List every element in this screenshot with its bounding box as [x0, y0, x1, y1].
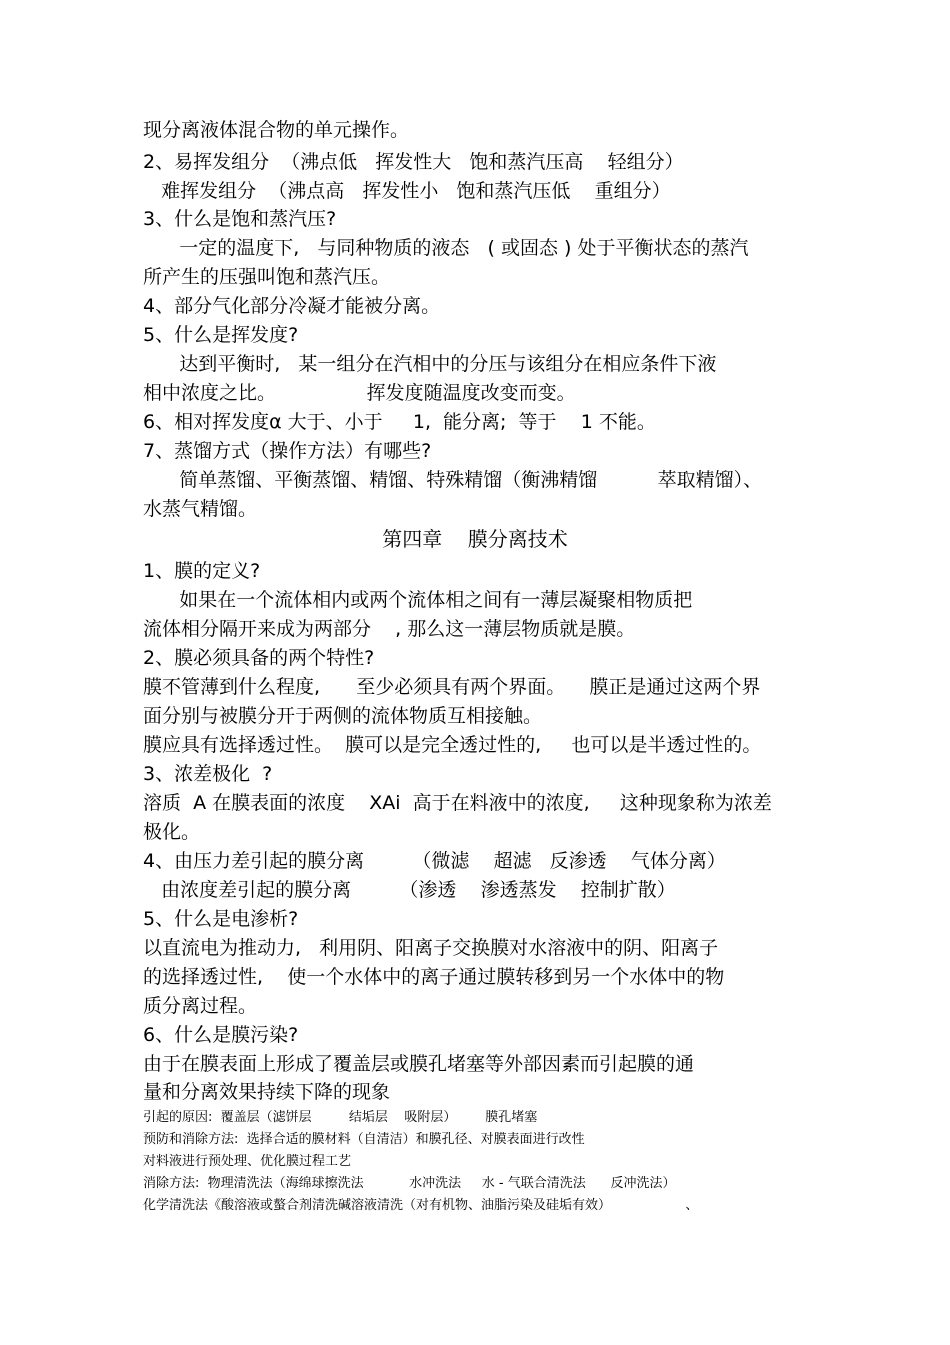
small-text-line: 引起的原因: 覆盖层（滤饼层 结垢层 吸附层） 膜孔堵塞: [143, 1110, 538, 1125]
text-line: 溶质 A 在膜表面的浓度 XAi 高于在料液中的浓度, 这种现象称为浓差: [143, 792, 772, 814]
text-line: 膜不管薄到什么程度, 至少必须具有两个界面。 膜正是通过这两个界: [143, 676, 761, 698]
question-heading: 5、什么是挥发度?: [143, 324, 299, 346]
text-line: 相中浓度之比。 挥发度随温度改变而变。: [143, 382, 576, 404]
small-text-line: 对料液进行预处理、优化膜过程工艺: [143, 1154, 352, 1169]
question-heading: 1、膜的定义?: [143, 560, 261, 582]
text-line: 以直流电为推动力, 利用阴、阳离子交换膜对水溶液中的阴、阳离子: [143, 937, 719, 959]
text-line: 6、相对挥发度α 大于、小于 1, 能分离; 等于 1 不能。: [143, 411, 656, 433]
text-line: 质分离过程。: [143, 995, 258, 1017]
text-line: 膜应具有选择透过性。 膜可以是完全透过性的, 也可以是半透过性的。: [143, 734, 762, 756]
text-line: 简单蒸馏、平衡蒸馏、精馏、特殊精馏（衡沸精馏 萃取精馏）、: [143, 469, 763, 491]
text-line: 水蒸气精馏。: [143, 498, 258, 520]
small-text-line: 预防和消除方法: 选择合适的膜材料（自清洁）和膜孔径、对膜表面进行改性: [143, 1132, 585, 1147]
text-line: 达到平衡时, 某一组分在汽相中的分压与该组分在相应条件下液: [143, 353, 717, 375]
text-line: 量和分离效果持续下降的现象: [143, 1081, 391, 1103]
text-line: 4、由压力差引起的膜分离 （微滤 超滤 反渗透 气体分离）: [143, 850, 726, 872]
text-line: 流体相分隔开来成为两部分 , 那么这一薄层物质就是膜。: [143, 618, 636, 640]
question-heading: 3、浓差极化 ?: [143, 763, 273, 785]
small-text-line: 消除方法: 物理清洗法（海绵球擦洗法 水冲洗法 水 - 气联合清洗法 反冲洗法）: [143, 1176, 676, 1191]
question-heading: 5、什么是电渗析?: [143, 908, 299, 930]
text-line: 2、易挥发组分 （沸点低 挥发性大 饱和蒸汽压高 轻组分）: [143, 151, 684, 173]
question-heading: 6、什么是膜污染?: [143, 1024, 299, 1046]
text-line: 难挥发组分 （沸点高 挥发性小 饱和蒸汽压低 重组分）: [143, 180, 671, 202]
text-line: 4、部分气化部分冷凝才能被分离。: [143, 295, 441, 317]
text-line: 面分别与被膜分开于两侧的流体物质互相接触。: [143, 705, 543, 727]
text-line: 如果在一个流体相内或两个流体相之间有一薄层凝聚相物质把: [143, 589, 693, 611]
question-heading: 7、蒸馏方式（操作方法）有哪些?: [143, 440, 432, 462]
text-line: 极化。: [143, 821, 201, 843]
text-line: 现分离液体混合物的单元操作。: [143, 119, 410, 141]
text-line: 由浓度差引起的膜分离 （渗透 渗透蒸发 控制扩散）: [143, 879, 676, 901]
text-line: 的选择透过性, 使一个水体中的离子通过膜转移到另一个水体中的物: [143, 966, 725, 988]
small-text-line: 化学清洗法《酸溶液或螯合剂清洗碱溶液清洗（对有机物、油脂污染及硅垢有效） 、: [143, 1198, 699, 1213]
text-line: 一定的温度下, 与同种物质的液态 ( 或固态 ) 处于平衡状态的蒸汽: [143, 237, 749, 259]
text-line: 由于在膜表面上形成了覆盖层或膜孔堵塞等外部因素而引起膜的通: [143, 1053, 695, 1075]
chapter-title: 第四章 膜分离技术: [382, 527, 568, 551]
question-heading: 2、膜必须具备的两个特性?: [143, 647, 375, 669]
text-line: 所产生的压强叫饱和蒸汽压。: [143, 266, 391, 288]
question-heading: 3、什么是饱和蒸汽压?: [143, 208, 337, 230]
